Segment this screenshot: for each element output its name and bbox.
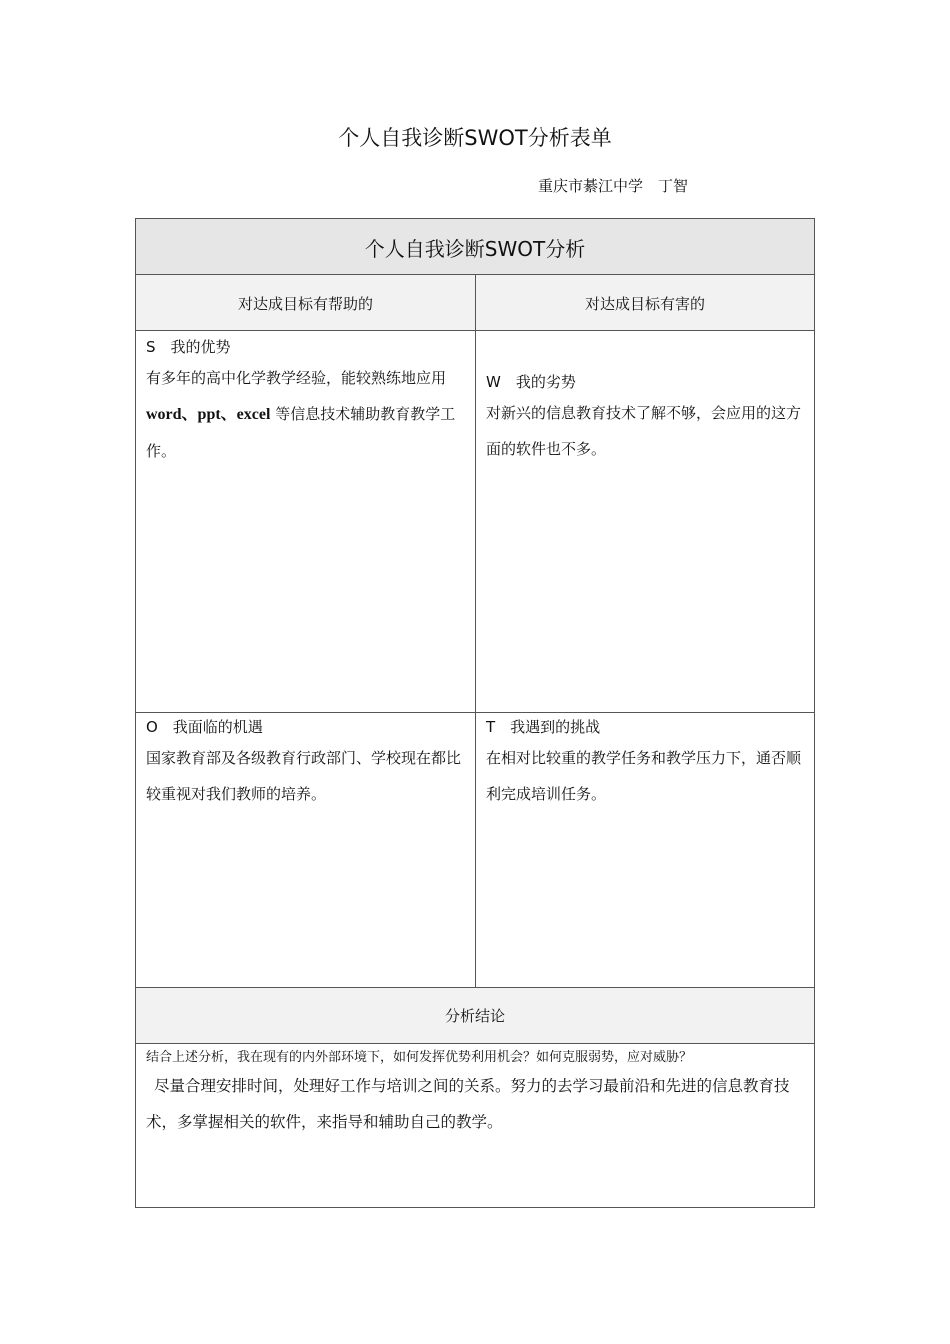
strengths-text-software: word、ppt、excel	[146, 406, 271, 423]
strengths-heading: S 我的优势	[146, 338, 231, 356]
column-header-harmful: 对达成目标有害的	[476, 275, 814, 331]
strengths-text-part1: 有多年的高中化学教学经验，能较熟练地应用	[146, 369, 447, 387]
column-header-helpful: 对达成目标有帮助的	[136, 275, 475, 331]
author-line: 重庆市綦江中学 丁智	[538, 177, 689, 195]
table-title: 个人自我诊断SWOT分析	[136, 219, 814, 275]
strengths-cell	[136, 331, 475, 712]
opportunities-text: 国家教育部及各级教育行政部门、学校现在都比较重视对我们教师的培养。	[146, 749, 462, 803]
swot-table	[135, 218, 815, 1208]
page-title: 个人自我诊断SWOT分析表单	[338, 126, 612, 150]
divider	[136, 987, 814, 988]
strengths-text-part2: 等信息技术辅助教育教学工作。	[146, 405, 456, 460]
strengths-text	[146, 360, 467, 469]
divider	[136, 1043, 814, 1044]
weaknesses-text: 对新兴的信息教育技术了解不够，会应用的这方面的软件也不多。	[486, 404, 802, 458]
divider	[475, 275, 476, 987]
threats-text: 在相对比较重的教学任务和教学压力下，通否顺利完成培训任务。	[486, 749, 802, 803]
threats-cell	[476, 713, 814, 987]
conclusion-prompt: 结合上述分析，我在现有的内外部环境下，如何发挥优势利用机会？如何克服弱势，应对威胁？	[146, 1050, 693, 1065]
opportunities-cell	[136, 713, 475, 987]
weaknesses-cell	[476, 331, 814, 712]
conclusion-heading: 分析结论	[136, 988, 814, 1043]
opportunities-heading: O 我面临的机遇	[146, 718, 263, 736]
weaknesses-heading: W 我的劣势	[486, 373, 576, 391]
conclusion-cell	[136, 1044, 814, 1207]
threats-heading: T 我遇到的挑战	[486, 718, 601, 736]
conclusion-text: 尽量合理安排时间，处理好工作与培训之间的关系。努力的去学习最前沿和先进的信息教育技术，多掌握相关的软件，来指导和辅助自己的教学。	[146, 1077, 790, 1131]
